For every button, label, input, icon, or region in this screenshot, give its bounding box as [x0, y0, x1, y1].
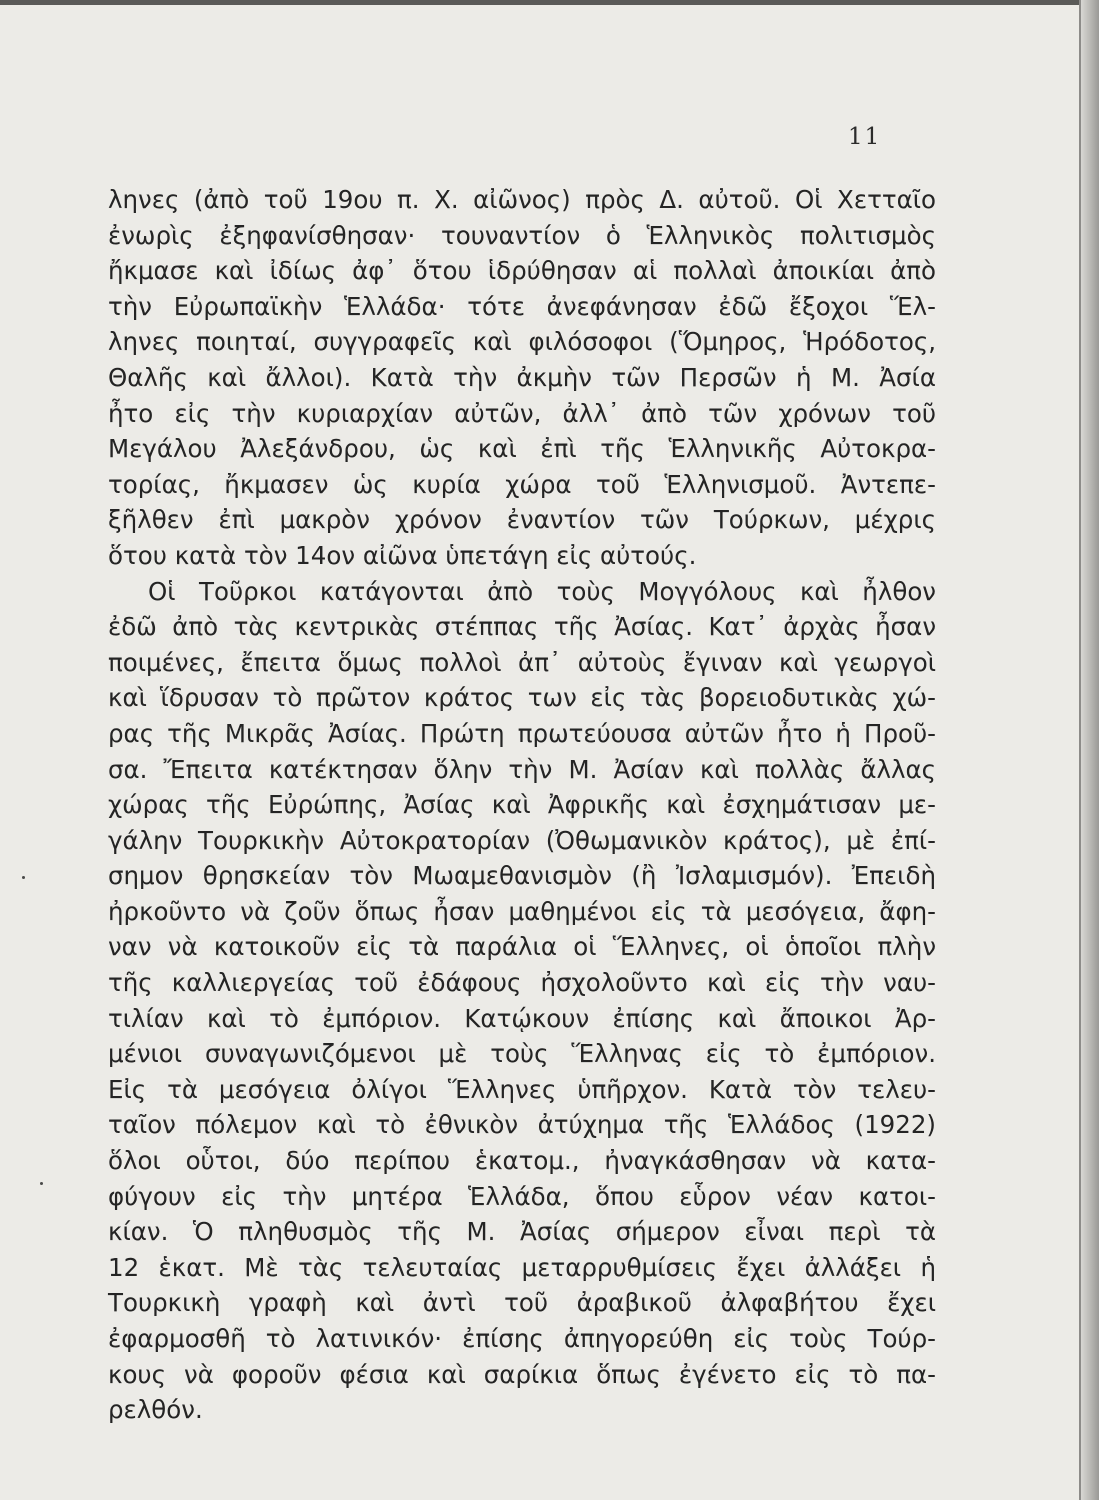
text-line: μένιοι συναγωνιζόμενοι μὲ τοὺς Ἕλληνας εἰς τὸ ἐμπόριον.	[108, 1039, 936, 1069]
body-text	[108, 182, 936, 1428]
text-line: τῆς καλλιεργείας τοῦ ἐδάφους ἠσχολοῦντο καὶ εἰς τὴν ναυ-	[108, 968, 936, 998]
text-line: ἐνωρὶς ἐξηφανίσθησαν· τουναντίον ὁ Ἑλληνικὸς πολιτισμὸς	[108, 220, 936, 250]
text-line: Οἱ Τοῦρκοι κατάγονται ἀπὸ τοὺς Μογγόλους καὶ ἦλθον	[148, 576, 936, 606]
text-line: 12 ἑκατ. Μὲ τὰς τελευταίας μεταρρυθμίσεις ἔχει ἀλλάξει ἡ	[108, 1252, 936, 1282]
text-line: ἦτο εἰς τὴν κυριαρχίαν αὐτῶν, ἀλλ᾿ ἀπὸ τῶν χρόνων τοῦ	[108, 398, 936, 428]
text-line: σημον θρησκείαν τὸν Μωαμεθανισμὸν (ἢ Ἰσλαμισμόν). Ἐπειδὴ	[108, 861, 936, 891]
text-line: Θαλῆς καὶ ἄλλοι). Κατὰ τὴν ἀκμὴν τῶν Περσῶν ἡ Μ. Ἀσία	[108, 362, 936, 392]
text-line: ὅτου κατὰ τὸν 14ον αἰῶνα ὑπετάγη εἰς αὐτούς.	[108, 540, 697, 570]
text-line: ρας τῆς Μικρᾶς Ἀσίας. Πρώτη πρωτεύουσα αὐτῶν ἦτο ἡ Προῦ-	[108, 718, 936, 748]
text-line: ὅλοι οὗτοι, δύο περίπου ἑκατομ., ἠναγκάσθησαν νὰ κατα-	[108, 1146, 936, 1176]
scan-top-border	[0, 0, 1099, 5]
text-line: σα. Ἔπειτα κατέκτησαν ὅλην τὴν Μ. Ἀσίαν καὶ πολλὰς ἄλλας	[108, 754, 936, 784]
text-line: τιλίαν καὶ τὸ ἐμπόριον. Κατῴκουν ἐπίσης καὶ ἄποικοι Ἀρ-	[108, 1003, 936, 1033]
text-line: ληνες (ἀπὸ τοῦ 19ου π. Χ. αἰῶνος) πρὸς Δ. αὐτοῦ. Οἱ Χετταῖο	[108, 185, 936, 214]
text-line: καὶ ἵδρυσαν τὸ πρῶτον κράτος των εἰς τὰς βορειοδυτικὰς χώ-	[108, 683, 936, 713]
text-line: τὴν Εὐρωπαϊκὴν Ἑλλάδα· τότε ἀνεφάνησαν ἐδῶ ἔξοχοι Ἕλ-	[108, 291, 936, 321]
text-line: ρελθόν.	[108, 1395, 203, 1425]
text-line: φύγουν εἰς τὴν μητέρα Ἑλλάδα, ὅπου εὗρον νέαν κατοι-	[108, 1181, 936, 1211]
text-line: ναν νὰ κατοικοῦν εἰς τὰ παράλια οἱ Ἕλληνες, οἱ ὁποῖοι πλὴν	[108, 932, 936, 962]
text-line: κους νὰ φοροῦν φέσια καὶ σαρίκια ὅπως ἐγένετο εἰς τὸ πα-	[108, 1359, 936, 1389]
text-line: κίαν. Ὁ πληθυσμὸς τῆς Μ. Ἀσίας σήμερον εἶναι περὶ τὰ	[108, 1217, 936, 1247]
text-line: ἐφαρμοσθῆ τὸ λατινικόν· ἐπίσης ἀπηγορεύθη εἰς τοὺς Τούρ-	[108, 1324, 936, 1353]
text-line: ξῆλθεν ἐπὶ μακρὸν χρόνον ἐναντίον τῶν Τούρκων, μέχρις	[108, 505, 936, 535]
text-line: ἐδῶ ἀπὸ τὰς κεντρικὰς στέππας τῆς Ἀσίας. Κατ᾿ ἀρχὰς ἦσαν	[108, 612, 936, 642]
text-line: γάλην Τουρκικὴν Αὐτοκρατορίαν (Ὀθωμανικὸν κράτος), μὲ ἐπί-	[108, 825, 936, 855]
text-line: ἤκμασε καὶ ἰδίως ἀφ᾿ ὅτου ἱδρύθησαν αἱ πολλαὶ ἀποικίαι ἀπὸ	[108, 256, 936, 286]
scan-speck	[40, 1182, 43, 1185]
text-line: χώρας τῆς Εὐρώπης, Ἀσίας καὶ Ἀφρικῆς καὶ ἐσχημάτισαν με-	[108, 790, 936, 820]
text-line: ἠρκοῦντο νὰ ζοῦν ὅπως ἦσαν μαθημένοι εἰς τὰ μεσόγεια, ἄφη-	[108, 896, 936, 926]
text-line: ληνες ποιηταί, συγγραφεῖς καὶ φιλόσοφοι (Ὅμηρος, Ἡρόδοτος,	[108, 327, 936, 357]
text-line: ταῖον πόλεμον καὶ τὸ ἐθνικὸν ἀτύχημα τῆς Ἑλλάδος (1922)	[108, 1110, 936, 1140]
text-line: τορίας, ἤκμασεν ὡς κυρία χώρα τοῦ Ἑλληνισμοῦ. Ἀντεπε-	[108, 469, 936, 499]
text-line: Μεγάλου Ἀλεξάνδρου, ὡς καὶ ἐπὶ τῆς Ἑλληνικῆς Αὐτοκρα-	[108, 434, 936, 464]
page-number: 11	[848, 124, 882, 150]
page-right-edge	[1081, 0, 1099, 1500]
text-line: Εἰς τὰ μεσόγεια ὀλίγοι Ἕλληνες ὑπῆρχον. Κατὰ τὸν τελευ-	[108, 1074, 936, 1104]
scan-speck	[22, 876, 25, 879]
text-line: ποιμένες, ἔπειτα ὅμως πολλοὶ ἀπ᾿ αὐτοὺς ἔγιναν καὶ γεωργοὶ	[108, 647, 936, 677]
text-line: Τουρκικὴ γραφὴ καὶ ἀντὶ τοῦ ἀραβικοῦ ἀλφαβήτου ἔχει	[108, 1288, 936, 1318]
